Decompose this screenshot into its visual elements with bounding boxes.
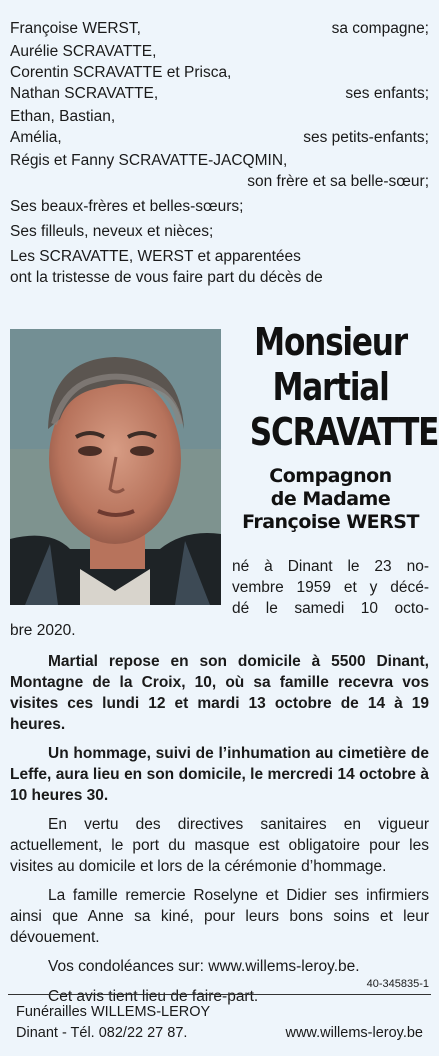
family-row: Régis et Fanny SCRAVATTE-JACQMIN, [10, 152, 288, 169]
portrait-photo [10, 329, 221, 605]
deceased-first-name: Martial [272, 365, 389, 409]
family-list [10, 18, 429, 288]
companion-line: Françoise WERST [242, 511, 419, 533]
directives-paragraph: En vertu des directives sanitaires en vigueur actuellement, le port du masque est obligatoire pour les visites au domicile et lors de la cérémonie d’hommage. [10, 816, 429, 875]
funeral-home-footer [16, 1002, 423, 1044]
funeral-home-contact: Dinant - Tél. 082/22 27 87. [16, 1025, 188, 1041]
companion-line: Compagnon [269, 465, 392, 487]
others-line: Ses filleuls, neveux et nièces; [10, 223, 214, 240]
reference-number: 40-345835-1 [366, 978, 429, 990]
deceased-last-name: SCRAVATTE [249, 410, 439, 454]
deceased-title: Monsieur [254, 320, 407, 364]
footer-divider [8, 994, 431, 995]
birth-death-text: né à Dinant le 23 no- vembre 1959 et y décé- dé le samedi 10 octo- [232, 558, 429, 617]
notice-line: Cet avis tient lieu de faire-part. [48, 988, 259, 1005]
family-row: son frère et sa belle-sœur; [247, 173, 429, 190]
birth-death-end: bre 2020. [10, 622, 76, 639]
family-row: Corentin SCRAVATTE et Prisca, [10, 64, 232, 81]
family-row: Ethan, Bastian, [10, 108, 116, 125]
condolences-line: Vos condoléances sur: www.willems-leroy.be. [48, 958, 360, 975]
hommage-paragraph: Un hommage, suivi de l’inhumation au cimetière de Leffe, aura lieu en son domicile, le mercredi 14 octobre à 10 heures 30. [10, 745, 429, 804]
family-row: Nathan SCRAVATTE, ses enfants; [10, 85, 429, 102]
deceased-name-block [232, 320, 439, 534]
family-row: Amélia, ses petits-enfants; [10, 129, 429, 146]
family-row: Aurélie SCRAVATTE, [10, 43, 157, 60]
obituary-body [10, 620, 429, 1016]
others-line: Ses beaux-frères et belles-sœurs; [10, 198, 244, 215]
repose-paragraph: Martial repose en son domicile à 5500 Dinant, Montagne de la Croix, 10, où sa famille recevra vos visites ces lundi 12 et mardi 13 octobre de 14 à 19 heures. [10, 653, 429, 733]
funeral-home-name: Funérailles WILLEMS-LEROY [16, 1004, 211, 1020]
companion-line: de Madame [270, 488, 391, 510]
others-line: Les SCRAVATTE, WERST et apparentées [10, 248, 301, 265]
thanks-paragraph: La famille remercie Roselyne et Didier ses infirmiers ainsi que Anne sa kiné, pour leurs bons soins et leur dévouement. [10, 887, 429, 946]
funeral-home-website[interactable]: www.willems-leroy.be [285, 1025, 423, 1041]
family-row: Françoise WERST, sa compagne; [10, 20, 429, 37]
announcement-line: ont la tristesse de vous faire part du décès de [10, 269, 323, 286]
